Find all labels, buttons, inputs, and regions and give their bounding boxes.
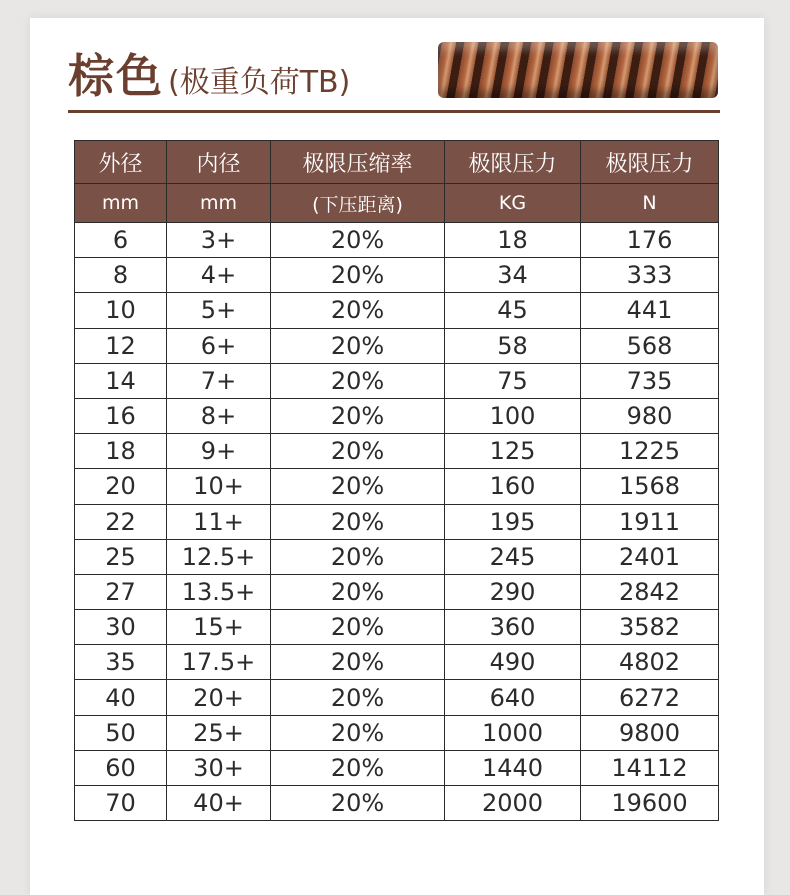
unit-outer-diameter: mm <box>75 184 167 223</box>
cell-max-load-n: 441 <box>581 293 719 328</box>
cell-inner-diameter: 20+ <box>167 680 271 715</box>
header-row-units <box>75 184 719 223</box>
cell-compression-rate: 20% <box>271 715 445 750</box>
cell-inner-diameter: 7+ <box>167 363 271 398</box>
cell-max-load-kg: 75 <box>445 363 581 398</box>
cell-compression-rate: 20% <box>271 398 445 433</box>
cell-inner-diameter: 17.5+ <box>167 645 271 680</box>
cell-compression-rate: 20% <box>271 469 445 504</box>
table-row <box>75 504 719 539</box>
cell-max-load-kg: 34 <box>445 258 581 293</box>
cell-outer-diameter: 60 <box>75 750 167 785</box>
cell-outer-diameter: 50 <box>75 715 167 750</box>
cell-inner-diameter: 9+ <box>167 434 271 469</box>
cell-max-load-n: 568 <box>581 328 719 363</box>
cell-compression-rate: 20% <box>271 223 445 258</box>
cell-max-load-n: 19600 <box>581 786 719 821</box>
cell-compression-rate: 20% <box>271 574 445 609</box>
cell-outer-diameter: 12 <box>75 328 167 363</box>
cell-outer-diameter: 22 <box>75 504 167 539</box>
cell-inner-diameter: 25+ <box>167 715 271 750</box>
cell-inner-diameter: 5+ <box>167 293 271 328</box>
cell-max-load-n: 176 <box>581 223 719 258</box>
cell-compression-rate: 20% <box>271 680 445 715</box>
cell-max-load-kg: 195 <box>445 504 581 539</box>
cell-compression-rate: 20% <box>271 293 445 328</box>
cell-inner-diameter: 11+ <box>167 504 271 539</box>
unit-compression-rate: (下压距离) <box>271 184 445 223</box>
cell-inner-diameter: 40+ <box>167 786 271 821</box>
header-outer-diameter: 外径 <box>75 141 167 184</box>
spring-spec-table <box>74 140 719 821</box>
header-inner-diameter: 内径 <box>167 141 271 184</box>
cell-outer-diameter: 6 <box>75 223 167 258</box>
cell-outer-diameter: 27 <box>75 574 167 609</box>
cell-max-load-kg: 160 <box>445 469 581 504</box>
cell-max-load-kg: 58 <box>445 328 581 363</box>
cell-compression-rate: 20% <box>271 786 445 821</box>
cell-compression-rate: 20% <box>271 645 445 680</box>
cell-max-load-n: 6272 <box>581 680 719 715</box>
cell-max-load-n: 980 <box>581 398 719 433</box>
title-divider <box>68 110 720 113</box>
header-max-load-n: 极限压力 <box>581 141 719 184</box>
table-row <box>75 645 719 680</box>
cell-inner-diameter: 30+ <box>167 750 271 785</box>
table-row <box>75 398 719 433</box>
cell-compression-rate: 20% <box>271 750 445 785</box>
cell-compression-rate: 20% <box>271 434 445 469</box>
cell-max-load-n: 3582 <box>581 610 719 645</box>
table-row <box>75 574 719 609</box>
table-row <box>75 434 719 469</box>
cell-max-load-kg: 45 <box>445 293 581 328</box>
brown-spring-icon <box>438 42 718 98</box>
table-row <box>75 469 719 504</box>
cell-compression-rate: 20% <box>271 539 445 574</box>
table-row <box>75 293 719 328</box>
cell-max-load-kg: 290 <box>445 574 581 609</box>
cell-outer-diameter: 10 <box>75 293 167 328</box>
cell-max-load-n: 14112 <box>581 750 719 785</box>
table-row <box>75 786 719 821</box>
title-row <box>68 40 351 103</box>
header-compression-rate: 极限压缩率 <box>271 141 445 184</box>
cell-inner-diameter: 12.5+ <box>167 539 271 574</box>
cell-compression-rate: 20% <box>271 610 445 645</box>
cell-max-load-kg: 1440 <box>445 750 581 785</box>
cell-outer-diameter: 40 <box>75 680 167 715</box>
unit-max-load-kg: KG <box>445 184 581 223</box>
cell-outer-diameter: 18 <box>75 434 167 469</box>
cell-outer-diameter: 16 <box>75 398 167 433</box>
cell-max-load-n: 1911 <box>581 504 719 539</box>
table-row <box>75 223 719 258</box>
table-row <box>75 750 719 785</box>
cell-compression-rate: 20% <box>271 504 445 539</box>
cell-outer-diameter: 8 <box>75 258 167 293</box>
cell-max-load-kg: 100 <box>445 398 581 433</box>
cell-max-load-kg: 1000 <box>445 715 581 750</box>
table-row <box>75 258 719 293</box>
cell-outer-diameter: 25 <box>75 539 167 574</box>
cell-inner-diameter: 4+ <box>167 258 271 293</box>
cell-max-load-n: 333 <box>581 258 719 293</box>
table-row <box>75 715 719 750</box>
cell-max-load-n: 4802 <box>581 645 719 680</box>
cell-outer-diameter: 20 <box>75 469 167 504</box>
table-row <box>75 610 719 645</box>
spec-card <box>30 18 764 895</box>
cell-max-load-kg: 18 <box>445 223 581 258</box>
cell-compression-rate: 20% <box>271 363 445 398</box>
cell-compression-rate: 20% <box>271 258 445 293</box>
table-row <box>75 363 719 398</box>
cell-max-load-kg: 490 <box>445 645 581 680</box>
cell-max-load-kg: 245 <box>445 539 581 574</box>
page-title: 棕色 <box>68 49 164 103</box>
table-row <box>75 539 719 574</box>
cell-max-load-n: 1568 <box>581 469 719 504</box>
cell-max-load-n: 9800 <box>581 715 719 750</box>
cell-outer-diameter: 14 <box>75 363 167 398</box>
cell-max-load-n: 2401 <box>581 539 719 574</box>
cell-max-load-n: 1225 <box>581 434 719 469</box>
cell-inner-diameter: 3+ <box>167 223 271 258</box>
table-body <box>75 223 719 821</box>
cell-outer-diameter: 30 <box>75 610 167 645</box>
page-subtitle: (极重负荷TB) <box>168 65 351 100</box>
cell-max-load-n: 735 <box>581 363 719 398</box>
unit-max-load-n: N <box>581 184 719 223</box>
table-row <box>75 680 719 715</box>
cell-inner-diameter: 10+ <box>167 469 271 504</box>
cell-max-load-kg: 2000 <box>445 786 581 821</box>
cell-max-load-kg: 360 <box>445 610 581 645</box>
cell-inner-diameter: 6+ <box>167 328 271 363</box>
cell-outer-diameter: 70 <box>75 786 167 821</box>
cell-max-load-kg: 125 <box>445 434 581 469</box>
cell-inner-diameter: 15+ <box>167 610 271 645</box>
cell-outer-diameter: 35 <box>75 645 167 680</box>
unit-inner-diameter: mm <box>167 184 271 223</box>
cell-inner-diameter: 13.5+ <box>167 574 271 609</box>
table-row <box>75 328 719 363</box>
header-max-load-kg: 极限压力 <box>445 141 581 184</box>
cell-max-load-kg: 640 <box>445 680 581 715</box>
header-row-top <box>75 141 719 184</box>
cell-inner-diameter: 8+ <box>167 398 271 433</box>
cell-max-load-n: 2842 <box>581 574 719 609</box>
cell-compression-rate: 20% <box>271 328 445 363</box>
